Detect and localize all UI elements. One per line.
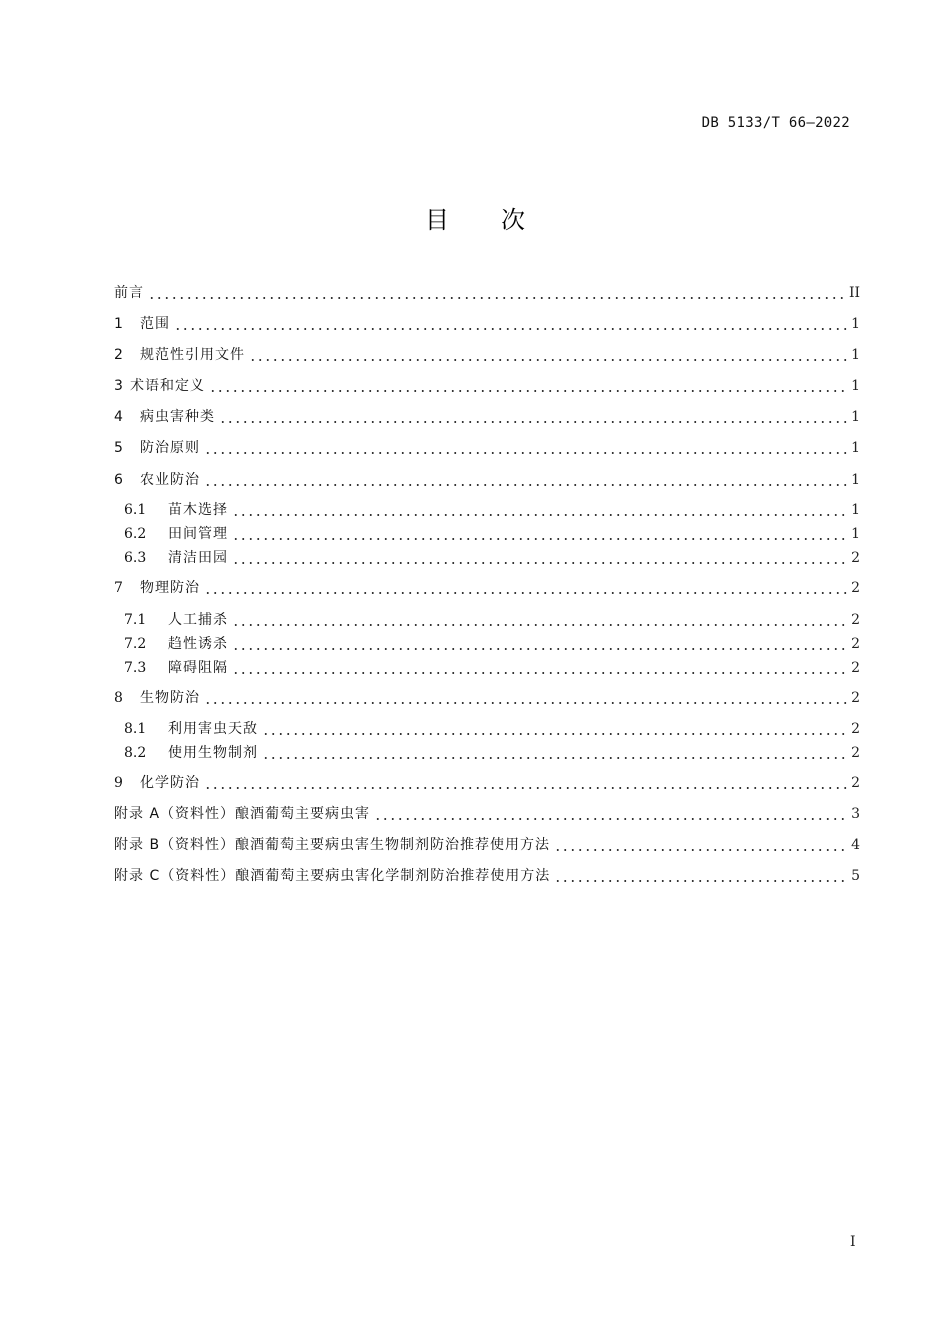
toc-subentry[interactable] — [124, 633, 860, 655]
toc-entry-page: 1 — [851, 440, 860, 456]
dot-leader — [262, 757, 847, 759]
toc-entry-page: 1 — [851, 502, 860, 518]
toc-entry-page: 2 — [851, 721, 860, 737]
dot-leader — [204, 484, 847, 486]
toc-entry-page: 2 — [851, 636, 860, 652]
dot-leader — [262, 733, 847, 735]
page-number: I — [850, 1234, 856, 1250]
toc-entry-number: 6 — [114, 472, 123, 488]
toc-entry-number: 7.1 — [124, 612, 147, 628]
toc-entry-number: 6.1 — [124, 502, 147, 518]
toc-entry-number: 8.1 — [124, 721, 147, 737]
dot-leader — [219, 421, 847, 423]
toc-entry-page: II — [848, 285, 860, 301]
dot-leader — [174, 328, 847, 330]
toc-entry-label: 清洁田园 — [168, 550, 228, 566]
dot-leader — [148, 297, 845, 299]
toc-subentry[interactable] — [124, 742, 860, 764]
toc-entry-label: 前言 — [114, 285, 144, 301]
toc-entry-number: 2 — [114, 347, 123, 363]
toc-entry-label: 苗木选择 — [168, 502, 228, 518]
toc-entry-label: 病虫害种类 — [140, 409, 215, 425]
toc-entry-label: 化学防治 — [140, 775, 200, 791]
toc-entry-number: 8.2 — [124, 745, 147, 761]
toc-entry[interactable] — [114, 282, 860, 304]
toc-entry-label: 防治原则 — [140, 440, 200, 456]
dot-leader — [232, 538, 847, 540]
toc-title-char-1: 目 — [425, 206, 449, 234]
document-code: DB 5133/T 66—2022 — [701, 115, 850, 131]
dot-leader — [554, 880, 847, 882]
toc-subentry[interactable] — [124, 609, 860, 631]
toc-entry[interactable] — [114, 406, 860, 428]
toc-entry-label: 农业防治 — [140, 472, 200, 488]
toc-entry-label: 田间管理 — [168, 526, 228, 542]
toc-subentry[interactable] — [124, 657, 860, 679]
toc-entry-number: 7.3 — [124, 660, 147, 676]
toc-entry-label: 范围 — [140, 316, 170, 332]
toc-entry-label: 规范性引用文件 — [140, 347, 245, 363]
toc-entry-label: 利用害虫天敌 — [168, 721, 258, 737]
toc-entry[interactable] — [114, 375, 860, 397]
toc-entry-label: 趋性诱杀 — [168, 636, 228, 652]
toc-entry-label: 生物防治 — [140, 690, 200, 706]
toc-entry-number: 4 — [114, 409, 123, 425]
toc-entry-label: 人工捕杀 — [168, 612, 228, 628]
toc-entry-page: 2 — [851, 550, 860, 566]
dot-leader — [204, 702, 847, 704]
dot-leader — [204, 592, 847, 594]
toc-entry-page: 2 — [851, 690, 860, 706]
toc-subentry[interactable] — [124, 499, 860, 521]
toc-entry-number: 7.2 — [124, 636, 147, 652]
toc-entry[interactable] — [114, 577, 860, 599]
toc-entry[interactable] — [114, 834, 860, 856]
toc-entry-page: 4 — [851, 837, 860, 853]
toc-entry-label: 障碍阻隔 — [168, 660, 228, 676]
toc-entry[interactable] — [114, 803, 860, 825]
toc-entry-label: 使用生物制剂 — [168, 745, 258, 761]
toc-entry[interactable] — [114, 313, 860, 335]
toc-entry-page: 1 — [851, 526, 860, 542]
toc-entry-label: 附录 B（资料性）酿酒葡萄主要病虫害生物制剂防治推荐使用方法 — [114, 837, 551, 853]
toc-entry-number: 3 — [114, 378, 123, 394]
toc-entry-page: 2 — [851, 660, 860, 676]
toc-subentry[interactable] — [124, 523, 860, 545]
toc-entry[interactable] — [114, 344, 860, 366]
dot-leader — [204, 452, 847, 454]
dot-leader — [374, 818, 847, 820]
toc-entry[interactable] — [114, 687, 860, 709]
toc-subentry[interactable] — [124, 547, 860, 569]
toc-entry-number: 9 — [114, 775, 123, 791]
toc-entry-label: 物理防治 — [140, 580, 200, 596]
toc-entry-number: 5 — [114, 440, 123, 456]
toc-title — [0, 200, 950, 235]
dot-leader — [232, 514, 847, 516]
toc-entry-number: 6.3 — [124, 550, 147, 566]
toc-entry-label: 附录 A（资料性）酿酒葡萄主要病虫害 — [114, 806, 371, 822]
dot-leader — [209, 390, 847, 392]
toc-entry[interactable] — [114, 437, 860, 459]
dot-leader — [204, 787, 847, 789]
toc-entry-page: 2 — [851, 745, 860, 761]
toc-entry-page: 2 — [851, 612, 860, 628]
toc-entry-page: 2 — [851, 775, 860, 791]
dot-leader — [232, 648, 847, 650]
toc-entry-page: 1 — [851, 347, 860, 363]
toc-entry-page: 1 — [851, 316, 860, 332]
toc-entry-page: 1 — [851, 472, 860, 488]
dot-leader — [249, 359, 847, 361]
dot-leader — [232, 624, 847, 626]
toc-entry-number: 8 — [114, 690, 123, 706]
dot-leader — [232, 672, 847, 674]
toc-entry-page: 3 — [851, 806, 860, 822]
dot-leader — [232, 562, 847, 564]
toc-entry-page: 2 — [851, 580, 860, 596]
toc-entry[interactable] — [114, 865, 860, 887]
toc-subentry[interactable] — [124, 718, 860, 740]
toc-entry[interactable] — [114, 469, 860, 491]
toc-entry-label: 附录 C（资料性）酿酒葡萄主要病虫害化学制剂防治推荐使用方法 — [114, 868, 551, 884]
toc-entry-page: 5 — [851, 868, 860, 884]
toc-entry-page: 1 — [851, 378, 860, 394]
toc-entry-number: 6.2 — [124, 526, 147, 542]
dot-leader — [554, 849, 847, 851]
toc-title-char-2: 次 — [501, 206, 525, 234]
toc-entry-number: 7 — [114, 580, 123, 596]
toc-entry-number: 1 — [114, 316, 123, 332]
toc-entry[interactable] — [114, 772, 860, 794]
toc-entry-label: 术语和定义 — [130, 378, 205, 394]
toc-entry-page: 1 — [851, 409, 860, 425]
